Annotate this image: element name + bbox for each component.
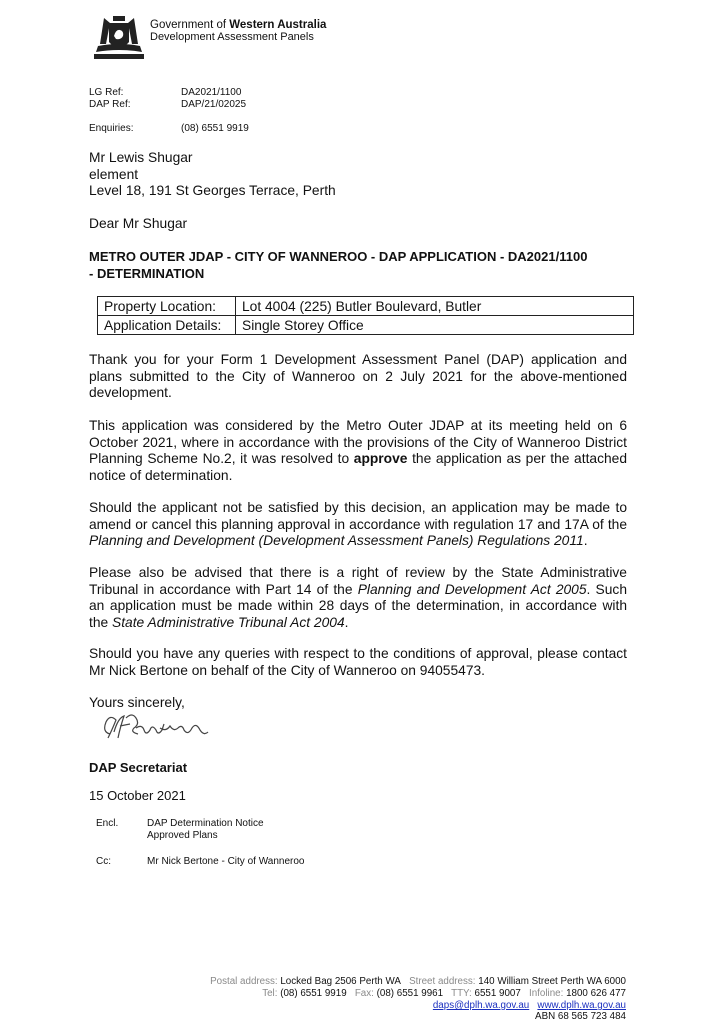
coat-of-arms-logo	[90, 14, 148, 62]
recipient-company: element	[89, 167, 139, 182]
recipient-address: Level 18, 191 St Georges Terrace, Perth	[89, 183, 336, 198]
letter-date: 15 October 2021	[89, 788, 186, 803]
enclosure-item-1: DAP Determination Notice	[147, 818, 264, 829]
website-link[interactable]: www.dplh.wa.gov.au	[537, 1000, 626, 1011]
lg-ref: LG Ref: DA2021/1100	[89, 87, 242, 98]
subject-heading: METRO OUTER JDAP - CITY OF WANNEROO - DAP APPLICATION - DA2021/1100 - DETERMINATION	[89, 249, 588, 281]
enclosures-label: Encl.	[96, 818, 119, 829]
header-subtitle: Development Assessment Panels	[150, 31, 314, 43]
property-location-label: Property Location:	[98, 297, 236, 316]
closing: Yours sincerely,	[89, 695, 185, 710]
dap-ref: DAP Ref: DAP/21/02025	[89, 99, 247, 110]
footer-phone-numbers: Tel: (08) 6551 9919 Fax: (08) 6551 9961 TTY: 6551 9007 Infoline: 1800 626 477	[262, 988, 626, 999]
paragraph-3: Should the applicant not be satisfied by this decision, an application may be made to amend or cancel this planning approval in accordance with regulation 17 and 17A of the Planning and Development (Development Assessment Panels) Regulations 2011.	[89, 500, 627, 549]
handwritten-signature	[96, 710, 216, 742]
header-title: Government of Western Australia	[150, 19, 327, 31]
paragraph-4: Please also be advised that there is a right of review by the State Administrative Tribunal in accordance with Part 14 of the Planning and Development Act 2005. Such an application must be made within 28 days of the determination, in accordance with the State Administrative Tribunal Act 2004.	[89, 565, 627, 630]
table-row	[98, 297, 634, 316]
salutation: Dear Mr Shugar	[89, 216, 188, 231]
application-info-table	[97, 296, 634, 335]
paragraph-5: Should you have any queries with respect to the conditions of approval, please contact Mr Nick Bertone on behalf of the City of Wanneroo on 94055473.	[89, 646, 627, 678]
cc-label: Cc:	[96, 856, 111, 867]
enquiries: Enquiries: (08) 6551 9919	[89, 123, 249, 134]
footer-links	[433, 1000, 626, 1011]
enclosure-item-2: Approved Plans	[147, 830, 218, 841]
signatory: DAP Secretariat	[89, 760, 188, 775]
email-link[interactable]: daps@dplh.wa.gov.au	[432, 1000, 530, 1011]
application-details-label: Application Details:	[98, 316, 236, 335]
footer-addresses: Postal address: Locked Bag 2506 Perth WA Street address: 140 William Street Perth WA 6000	[210, 976, 626, 987]
paragraph-2: This application was considered by the Metro Outer JDAP at its meeting held on 6 October 2021, where in accordance with the provisions of the City of Wanneroo District Planning Scheme No.2, it was resolved to approve the application as per the attached notice of determination.	[89, 418, 627, 483]
cc-value: Mr Nick Bertone - City of Wanneroo	[147, 856, 305, 867]
application-details-value: Single Storey Office	[236, 316, 634, 335]
table-row	[98, 316, 634, 335]
recipient-name: Mr Lewis Shugar	[89, 150, 193, 165]
footer-abn: ABN 68 565 723 484	[535, 1011, 626, 1022]
property-location-value: Lot 4004 (225) Butler Boulevard, Butler	[236, 297, 634, 316]
paragraph-1: Thank you for your Form 1 Development Assessment Panel (DAP) application and plans submitted to the City of Wanneroo on 2 July 2021 for the above-mentioned development.	[89, 352, 627, 401]
